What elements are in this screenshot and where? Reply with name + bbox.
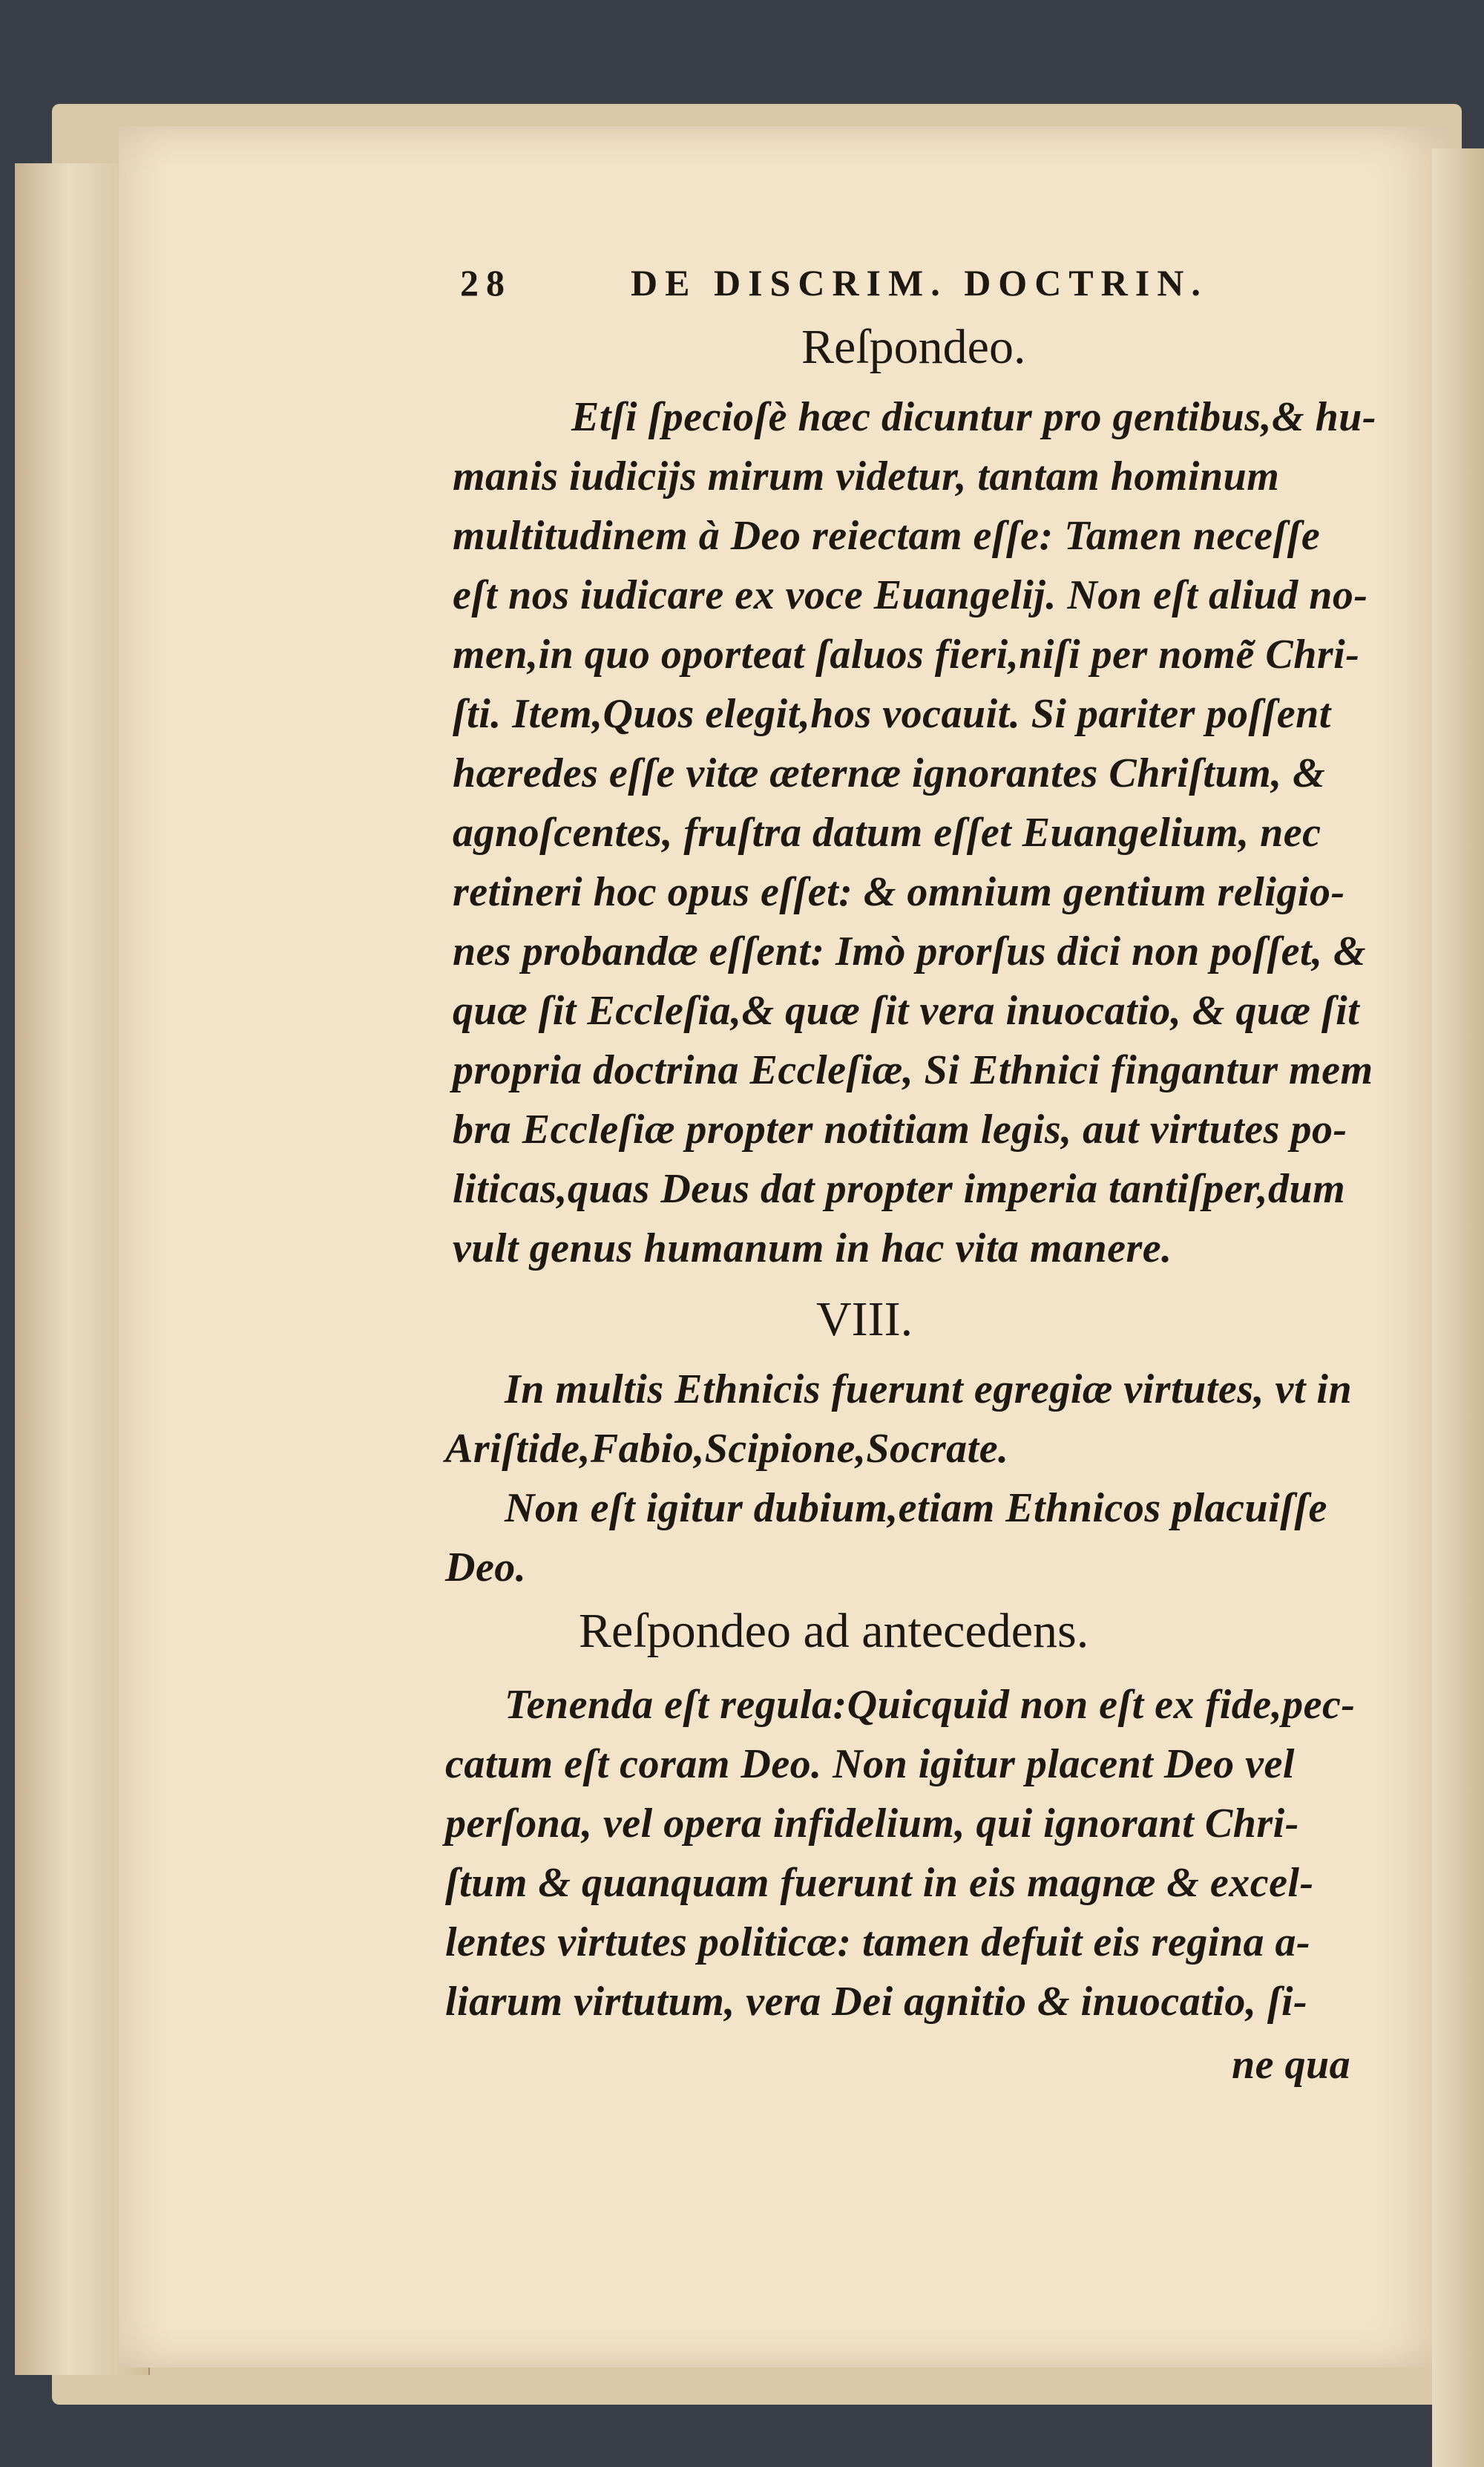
text-line: Tenenda eſt regula:Quicquid non eſt ex fide,pec- <box>505 1682 1356 1728</box>
text-line: ſtum & quanquam fuerunt in eis magnæ & excel- <box>445 1860 1314 1906</box>
text-line: ſti. Item,Quos elegit,hos vocauit. Si pariter poſſent <box>453 691 1331 737</box>
text-line: men,in quo oporteat ſaluos fieri,niſi per nomẽ Chri- <box>453 632 1360 678</box>
section-heading: Reſpondeo. <box>801 320 1026 374</box>
text-line: agnoſcentes, fruſtra datum eſſet Euangelium, nec <box>453 810 1322 856</box>
text-line: Etſi ſpecioſè hæc dicuntur pro gentibus,& hu- <box>571 394 1377 440</box>
text-line: multitudinem à Deo reiectam eſſe: Tamen neceſſe <box>453 513 1321 559</box>
running-title: DE DISCRIM. DOCTRIN. <box>631 262 1208 304</box>
text-line: perſona, vel opera infidelium, qui ignorant Chri- <box>445 1801 1299 1847</box>
text-line: Non eſt igitur dubium,etiam Ethnicos placuiſſe <box>505 1485 1327 1531</box>
text-line: Ariſtide,Fabio,Scipione,Socrate. <box>445 1426 1009 1472</box>
text-line: manis iudicijs mirum videtur, tantam hominum <box>453 453 1280 499</box>
text-line: eſt nos iudicare ex voce Euangelij. Non eſt aliud no- <box>453 572 1368 618</box>
text-line: liticas,quas Deus dat propter imperia tantiſper,dum <box>453 1166 1346 1212</box>
text-line: propria doctrina Eccleſiæ, Si Ethnici fingantur mem <box>453 1047 1373 1093</box>
page-number: 28 <box>460 262 512 304</box>
text-line: retineri hoc opus eſſet: & omnium gentium religio- <box>453 869 1345 915</box>
section-heading: Reſpondeo ad antecedens. <box>579 1604 1089 1658</box>
text-line: bra Eccleſiæ propter notitiam legis, aut virtutes po- <box>453 1107 1347 1153</box>
section-heading: VIII. <box>816 1292 913 1346</box>
catchword: ne qua <box>1232 2042 1351 2088</box>
text-line: lentes virtutes politicæ: tamen defuit eis regina a- <box>445 1919 1311 1965</box>
text-line: catum eſt coram Deo. Non igitur placent Deo vel <box>445 1741 1295 1787</box>
text-line: In multis Ethnicis fuerunt egregiæ virtutes, vt in <box>505 1366 1353 1412</box>
text-line: Deo. <box>445 1544 527 1590</box>
text-line: hæredes eſſe vitæ æternæ ignorantes Chriſtum, & <box>453 750 1326 796</box>
text-line: vult genus humanum in hac vita manere. <box>453 1225 1172 1271</box>
book-gutter <box>1432 148 1484 2467</box>
text-line: quæ ſit Eccleſia,& quæ ſit vera inuocatio, & quæ ſit <box>453 988 1360 1034</box>
text-line: nes probandæ eſſent: Imò prorſus dici non poſſet, & <box>453 928 1367 974</box>
text-line: liarum virtutum, vera Dei agnitio & inuocatio, ſi- <box>445 1979 1308 2025</box>
